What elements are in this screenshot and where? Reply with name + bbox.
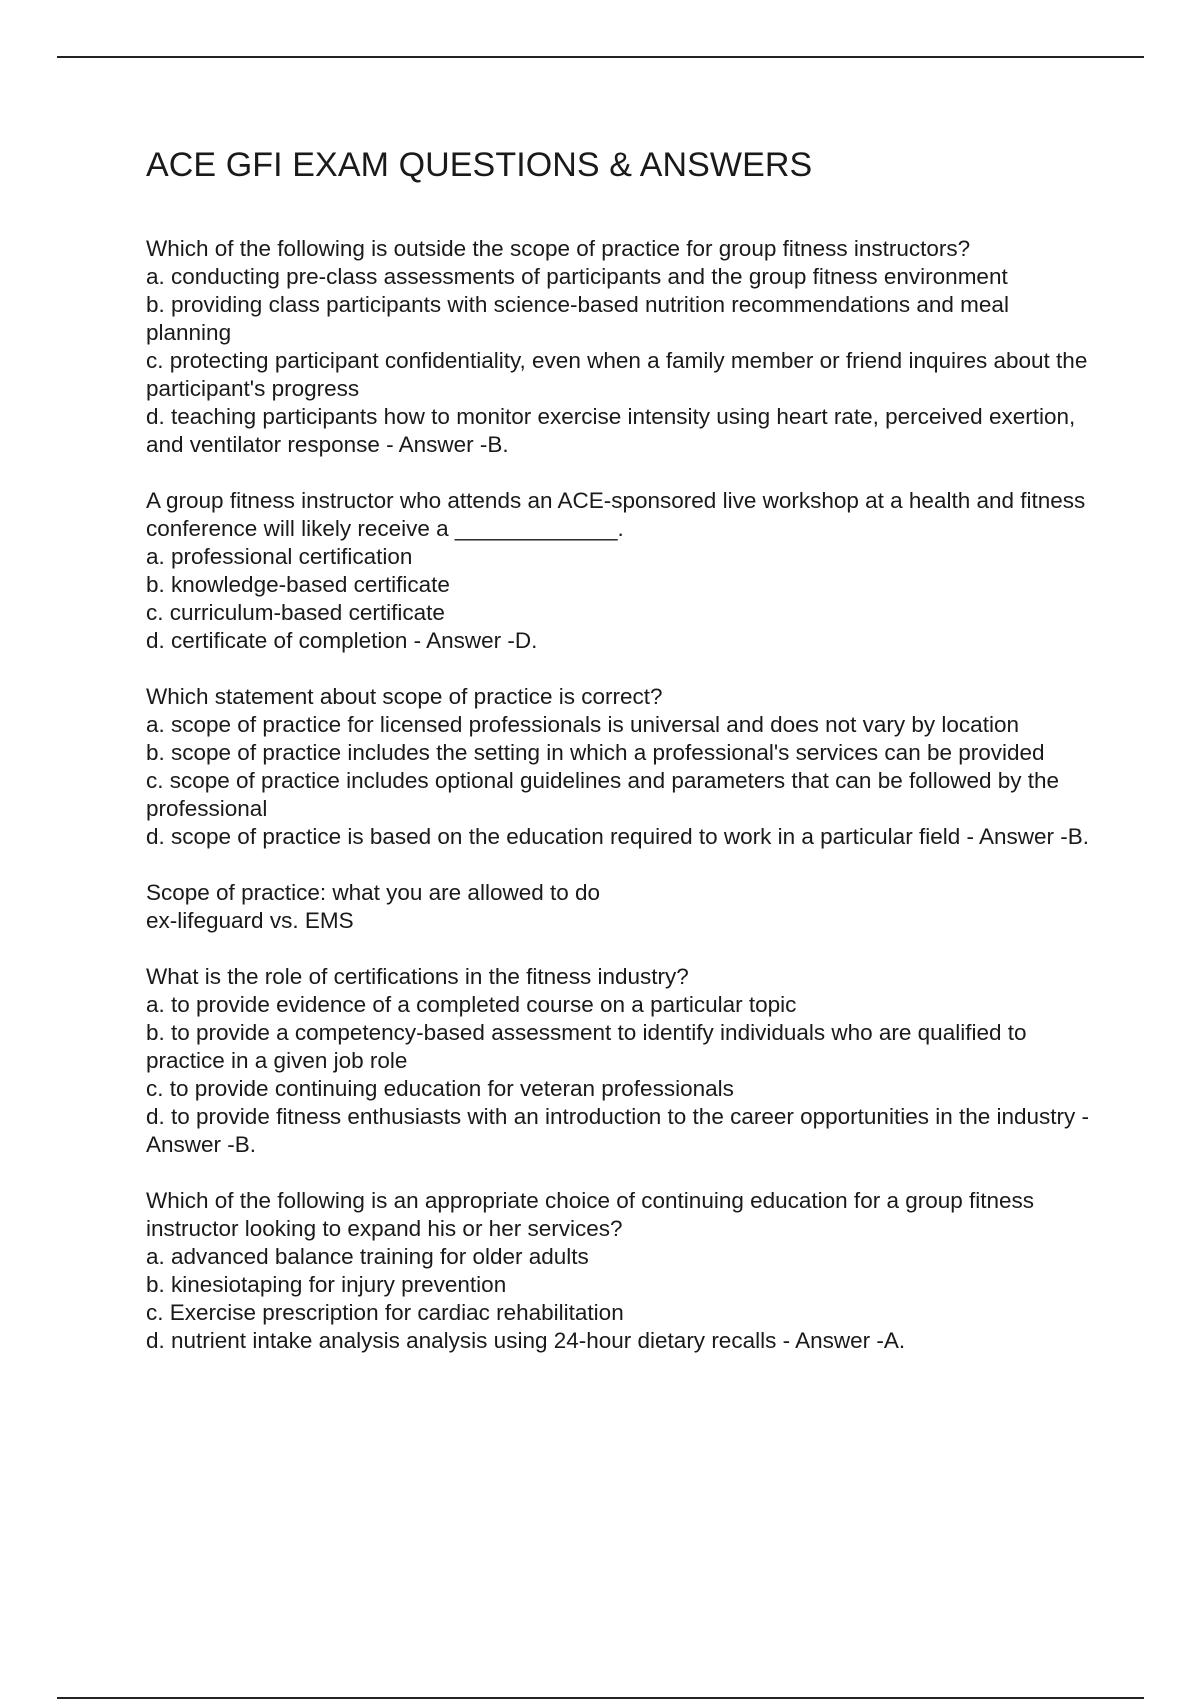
answer-option: c. Exercise prescription for cardiac rehabilitation [146,1300,624,1325]
answer-option: d. teaching participants how to monitor exercise intensity using heart rate, perceived exertion, and ventilator response - Answer -B. [146,404,1076,457]
answer-option: c. scope of practice includes optional guidelines and parameters that can be followed by the professional [146,768,1060,821]
answer-option: b. to provide a competency-based assessment to identify individuals who are qualified to practice in a given job role [146,1020,1027,1073]
top-rule [57,56,1144,58]
bottom-rule [57,1697,1144,1699]
document-body [146,143,1096,1383]
answer-option: c. curriculum-based certificate [146,600,445,625]
question-block [146,1187,1096,1355]
answer-option: c. protecting participant confidentiality, even when a family member or friend inquires about the participant's progress [146,348,1088,401]
answer-option: d. nutrient intake analysis analysis using 24-hour dietary recalls - Answer -A. [146,1328,906,1353]
answer-option: b. kinesiotaping for injury prevention [146,1272,507,1297]
answer-option: a. advanced balance training for older adults [146,1244,589,1269]
question-block [146,963,1096,1159]
answer-option: a. professional certification [146,544,413,569]
answer-option: d. to provide fitness enthusiasts with an introduction to the career opportunities in the industry - Answer -B. [146,1104,1090,1157]
question-text: What is the role of certifications in the fitness industry? [146,964,689,989]
question-block [146,487,1096,655]
answer-option: b. scope of practice includes the setting in which a professional's services can be provided [146,740,1045,765]
document-title: ACE GFI EXAM QUESTIONS & ANSWERS [146,146,813,184]
question-text: Which of the following is outside the scope of practice for group fitness instructors? [146,236,971,261]
answer-option: a. conducting pre-class assessments of participants and the group fitness environment [146,264,1008,289]
answer-option: d. scope of practice is based on the education required to work in a particular field - Answer -B. [146,824,1090,849]
note-text: ex-lifeguard vs. EMS [146,908,354,933]
note-block [146,879,1096,935]
question-text: A group fitness instructor who attends an ACE-sponsored live workshop at a health and fitness conference will likely receive a _____________. [146,488,1086,541]
answer-option: b. providing class participants with science-based nutrition recommendations and meal planning [146,292,1009,345]
answer-option: a. to provide evidence of a completed course on a particular topic [146,992,797,1017]
note-text: Scope of practice: what you are allowed to do [146,880,601,905]
answer-option: a. scope of practice for licensed professionals is universal and does not vary by location [146,712,1019,737]
answer-option: d. certificate of completion - Answer -D. [146,628,538,653]
question-block [146,235,1096,459]
question-text: Which statement about scope of practice is correct? [146,684,663,709]
question-block [146,683,1096,851]
answer-option: c. to provide continuing education for veteran professionals [146,1076,734,1101]
answer-option: b. knowledge-based certificate [146,572,450,597]
question-text: Which of the following is an appropriate choice of continuing education for a group fitness instructor looking to expand his or her services? [146,1188,1035,1241]
